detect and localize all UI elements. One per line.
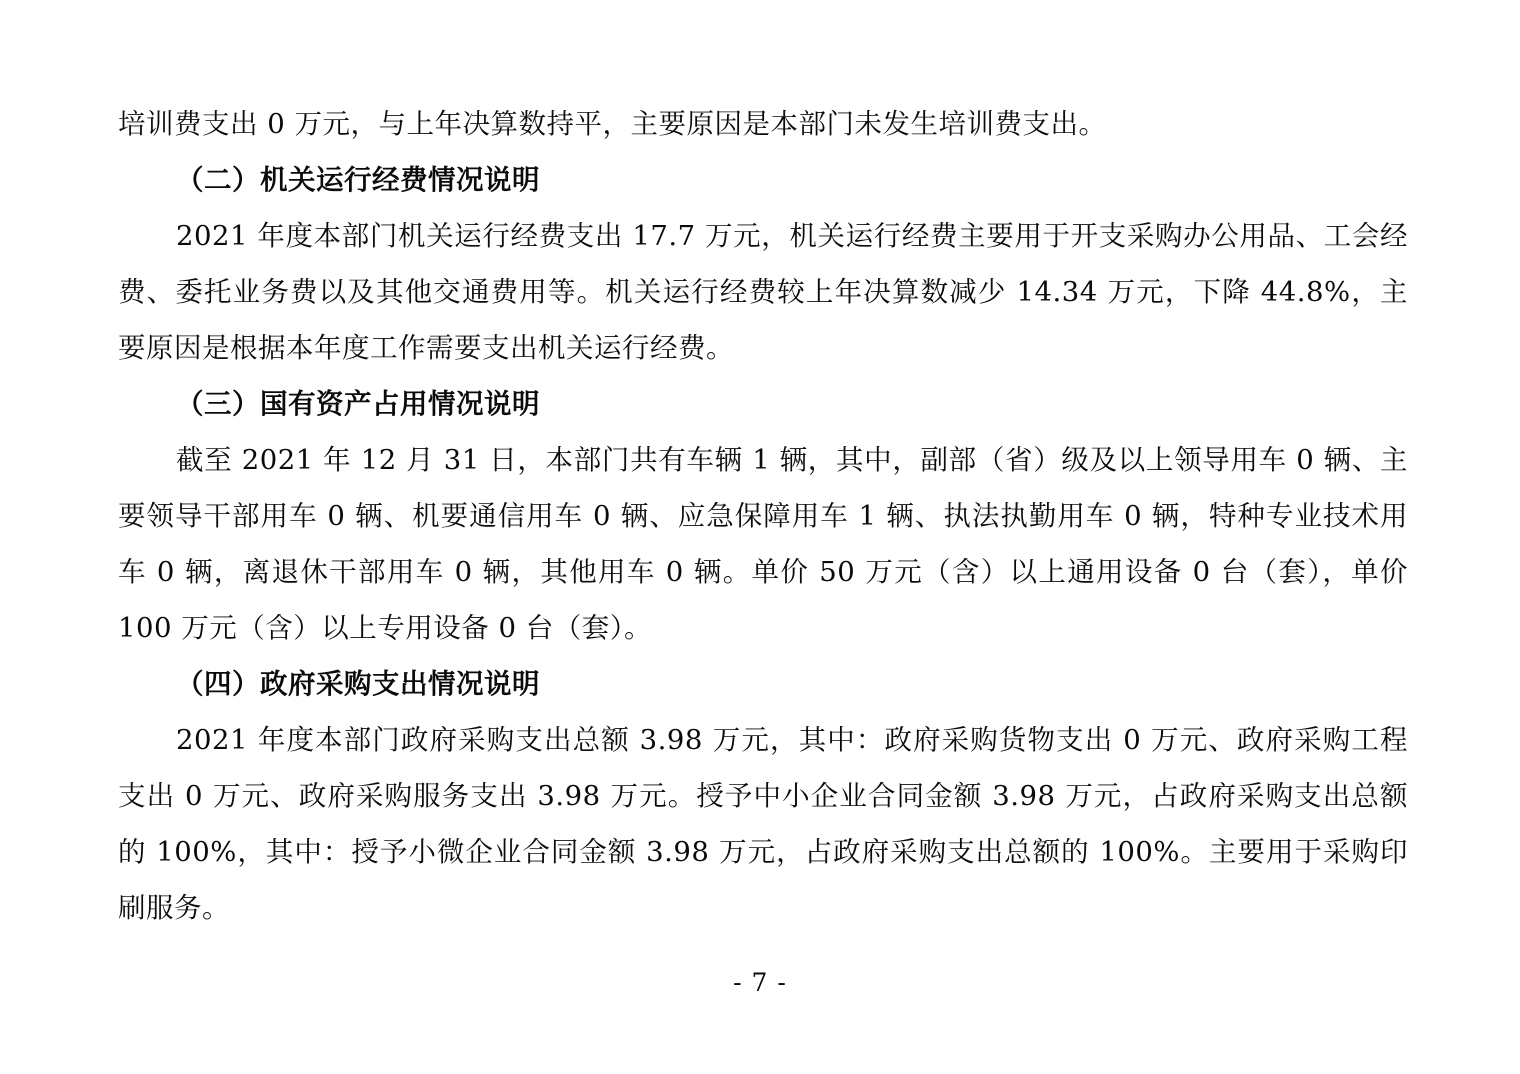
section-heading-state-assets: （三）国有资产占用情况说明 (176, 388, 540, 420)
section-heading-operating-expense: （二）机关运行经费情况说明 (176, 164, 540, 196)
section-heading-government-procurement: （四）政府采购支出情况说明 (176, 668, 540, 700)
paragraph-training-expense: 培训费支出 0 万元，与上年决算数持平，主要原因是本部门未发生培训费支出。 (118, 108, 1107, 140)
page-number: - 7 - (733, 968, 787, 997)
paragraph-operating-expense: 2021 年度本部门机关运行经费支出 17.7 万元，机关运行经费主要用于开支采购办公用品、工会经费、委托业务费以及其他交通费用等。机关运行经费较上年决算数减少 14.34 万元，下降 44.8%，主要原因是根据本年度工作需要支出机关运行经费。 (118, 220, 1408, 364)
paragraph-government-procurement: 2021 年度本部门政府采购支出总额 3.98 万元，其中：政府采购货物支出 0 万元、政府采购工程支出 0 万元、政府采购服务支出 3.98 万元。授予中小企业合同金额 3.98 万元，占政府采购支出总额的 100%，其中：授予小微企业合同金额 3.98 万元，占政府采购支出总额的 100%。主要用于采购印刷服务。 (118, 724, 1408, 924)
paragraph-state-assets: 截至 2021 年 12 月 31 日，本部门共有车辆 1 辆，其中，副部（省）级及以上领导用车 0 辆、主要领导干部用车 0 辆、机要通信用车 0 辆、应急保障用车 1 辆、执法执勤用车 0 辆，特种专业技术用车 0 辆，离退休干部用车 0 辆，其他用车 0 辆。单价 50 万元（含）以上通用设备 0 台（套），单价 100 万元（含）以上专用设备 0 台（套）。 (118, 444, 1408, 644)
document-body (118, 96, 1408, 936)
